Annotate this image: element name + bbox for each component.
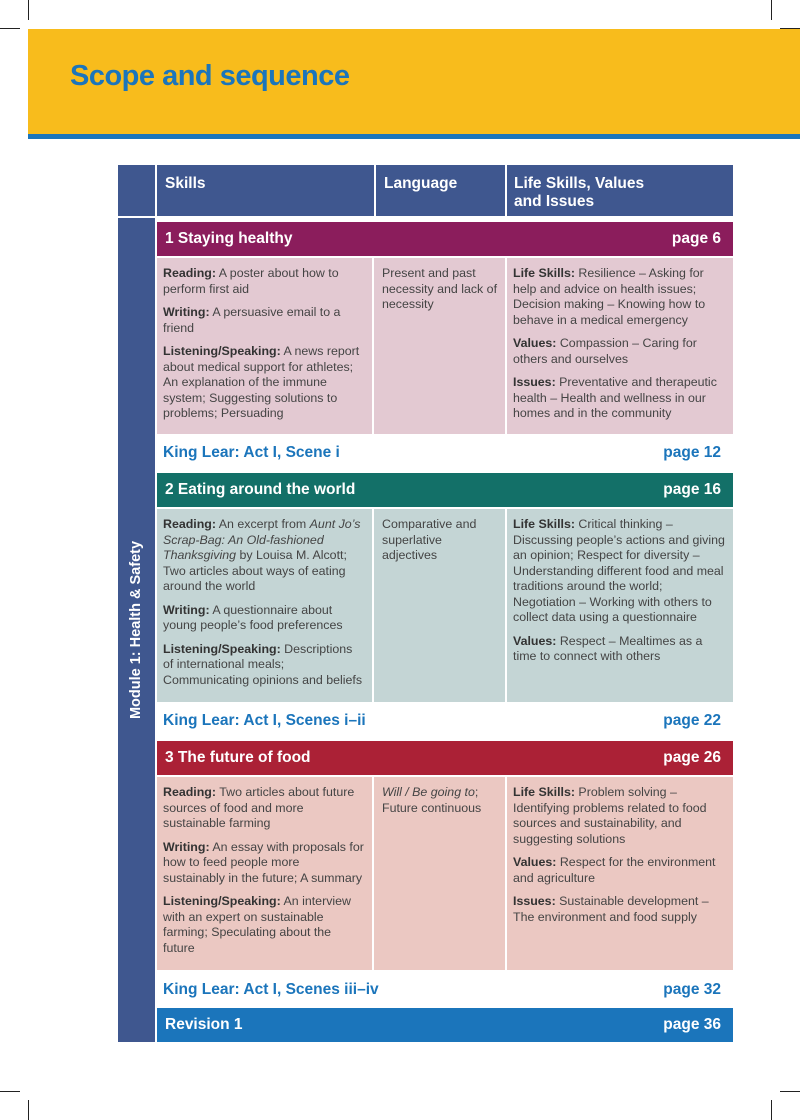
unit-title-bar bbox=[157, 741, 733, 775]
unit-page: page 16 bbox=[663, 481, 721, 498]
unit-title-bar bbox=[157, 473, 733, 507]
crop-mark bbox=[0, 28, 20, 29]
unit-page: page 26 bbox=[663, 749, 721, 766]
life-skills-cell bbox=[507, 509, 733, 702]
crop-mark bbox=[771, 1100, 772, 1120]
life-item: Issues: Preventative and therapeutic health – Health and wellness in our homes and in the community bbox=[513, 375, 717, 420]
life-item: Life Skills: Resilience – Asking for help and advice on health issues; Decision making – Knowing how to behave in a medical emergency bbox=[513, 266, 706, 327]
life-item: Life Skills: Critical thinking – Discussing people’s actions and giving an opinion; Respect for diversity – Understanding different food and meal traditions around the world; Negotiation – Working with others to collect data using a questionnaire bbox=[513, 517, 725, 624]
language-cell: Present and past necessity and lack of necessity bbox=[382, 266, 498, 311]
king-lear-title: King Lear: Act I, Scenes i–ii bbox=[163, 712, 366, 729]
life-skills-cell bbox=[507, 258, 733, 434]
column-header-row bbox=[157, 165, 733, 216]
life-skills-cell bbox=[507, 777, 733, 970]
king-lear-row bbox=[157, 703, 733, 739]
skill-item: Listening/Speaking: A news report about medical support for athletes; An explanation of the immune system; Suggesting solutions to problems; Persuading bbox=[163, 344, 360, 420]
king-lear-title: King Lear: Act I, Scene i bbox=[163, 444, 340, 461]
unit-content bbox=[157, 258, 733, 434]
skill-item: Listening/Speaking: An interview with an expert on sustainable farming; Speculating about the future bbox=[163, 894, 351, 955]
unit-page: page 6 bbox=[671, 230, 721, 247]
unit-title: 3 The future of food bbox=[165, 749, 311, 766]
unit-content bbox=[157, 509, 733, 702]
king-lear-row bbox=[157, 972, 733, 1008]
skill-item: Writing: A questionnaire about young people’s food preferences bbox=[163, 602, 343, 632]
unit-title: 1 Staying healthy bbox=[165, 230, 293, 247]
king-lear-page: page 12 bbox=[663, 444, 721, 461]
crop-mark bbox=[0, 1091, 20, 1092]
skill-item: Reading: An excerpt from Aunt Jo’s Scrap-Bag: An Old-fashioned Thanksgiving by Louisa M. Alcott; Two articles about ways of eating around the world bbox=[163, 517, 361, 593]
king-lear-page: page 22 bbox=[663, 712, 721, 729]
unit-content bbox=[157, 777, 733, 970]
skill-item: Listening/Speaking: Descriptions of international meals; Communicating opinions and beliefs bbox=[163, 641, 363, 687]
life-item: Values: Respect for the environment and agriculture bbox=[513, 855, 716, 885]
skill-item: Writing: A persuasive email to a friend bbox=[163, 305, 341, 335]
skills-cell bbox=[157, 777, 372, 970]
skills-cell bbox=[157, 509, 372, 702]
revision-page: page 36 bbox=[663, 1016, 721, 1033]
crop-mark bbox=[771, 0, 772, 20]
page-title: Scope and sequence bbox=[70, 60, 350, 92]
language-cell: Comparative and superlative adjectives bbox=[382, 517, 477, 562]
life-item: Values: Compassion – Caring for others and ourselves bbox=[513, 336, 697, 366]
life-item: Life Skills: Problem solving – Identifying problems related to food sources and sustainability, and suggesting solutions bbox=[513, 785, 707, 846]
column-divider bbox=[505, 165, 507, 216]
module-label: Module 1: Health & Safety bbox=[128, 540, 144, 720]
crop-mark bbox=[28, 1100, 29, 1120]
skills-cell bbox=[157, 258, 372, 434]
language-cell: Will / Be going to; Future continuous bbox=[382, 785, 482, 815]
king-lear-row bbox=[157, 435, 733, 471]
skill-item: Reading: Two articles about future sources of food and more sustainable farming bbox=[163, 785, 355, 830]
module-corner bbox=[118, 165, 155, 216]
king-lear-title: King Lear: Act I, Scenes iii–iv bbox=[163, 981, 379, 998]
crop-mark bbox=[28, 0, 29, 20]
revision-bar bbox=[157, 1008, 733, 1042]
crop-mark bbox=[780, 1091, 800, 1092]
skills-header: Skills bbox=[165, 175, 206, 192]
life-item: Values: Respect – Mealtimes as a time to connect with others bbox=[513, 633, 703, 663]
column-divider bbox=[374, 165, 376, 216]
king-lear-page: page 32 bbox=[663, 981, 721, 998]
life-skills-header: Life Skills, Values and Issues bbox=[514, 175, 645, 210]
life-item: Issues: Sustainable development – The environment and food supply bbox=[513, 894, 709, 924]
unit-title: 2 Eating around the world bbox=[165, 481, 356, 498]
unit-title-bar bbox=[157, 222, 733, 256]
revision-title: Revision 1 bbox=[165, 1016, 243, 1033]
skill-item: Reading: A poster about how to perform first aid bbox=[163, 266, 339, 296]
language-header: Language bbox=[384, 175, 458, 192]
skill-item: Writing: An essay with proposals for how to feed people more sustainably in the future; A summary bbox=[163, 839, 364, 885]
